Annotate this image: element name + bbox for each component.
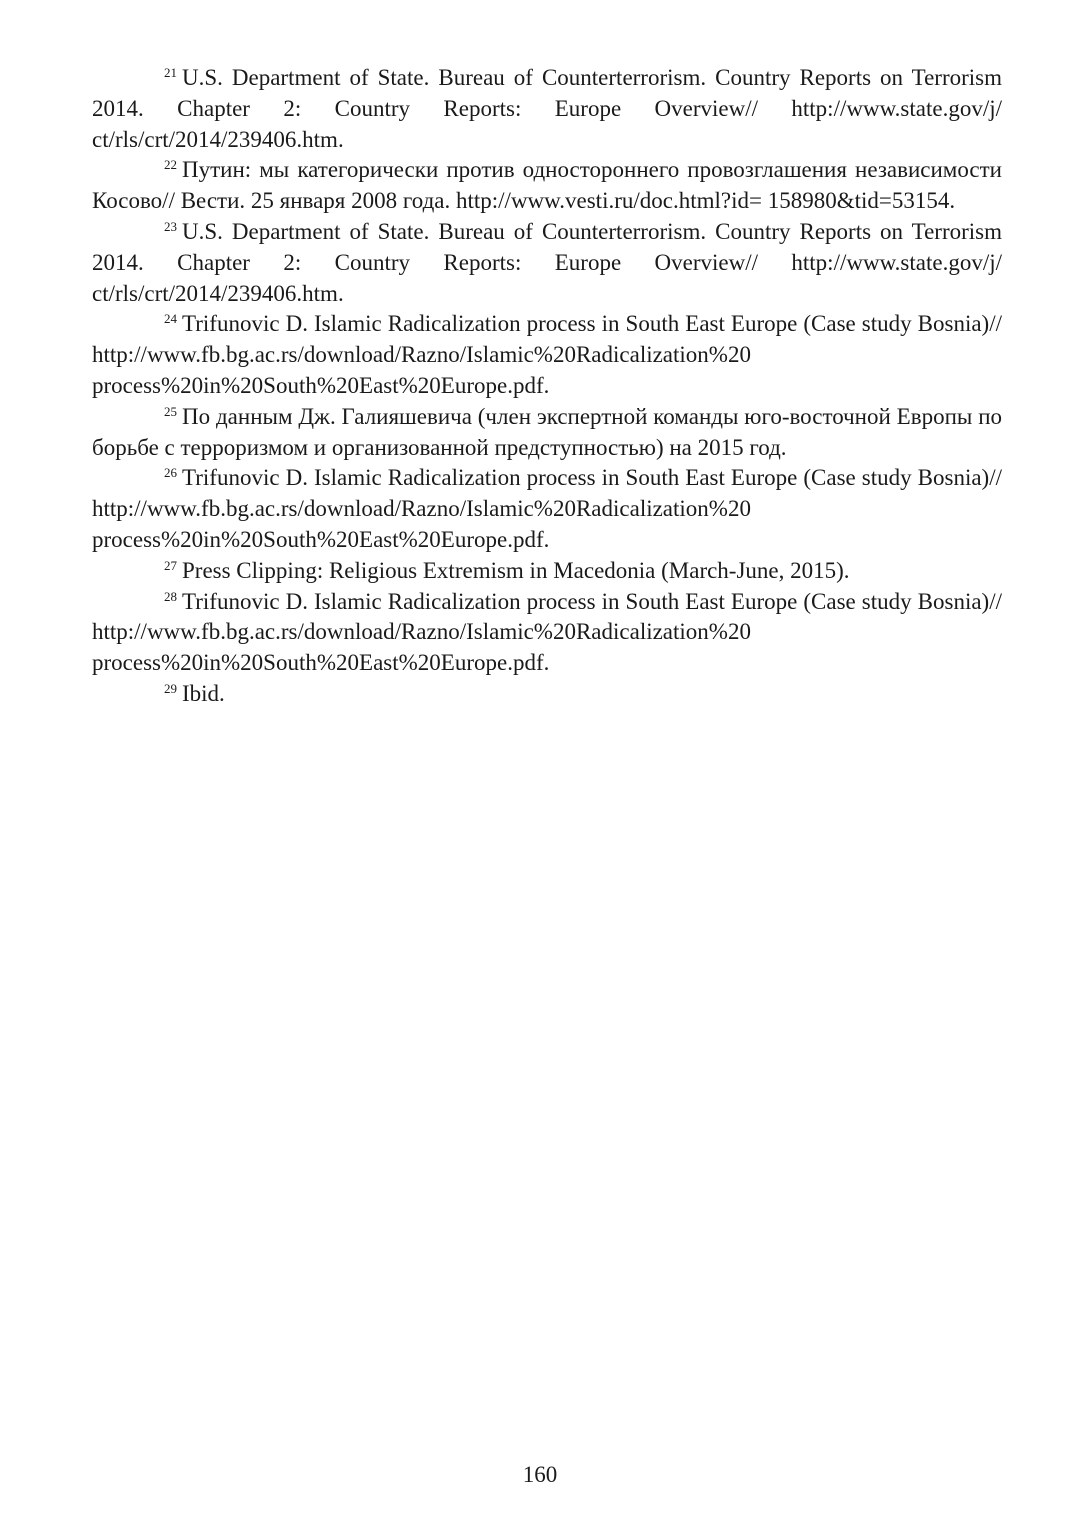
footnote-number: 24 bbox=[164, 311, 177, 327]
footnotes-block bbox=[92, 63, 1002, 710]
footnote-text: Trifunovic D. Islamic Radicalization process in South East Europe (Case study Bosnia)// http://www.fb.bg.ac.rs/download/Razno/Islamic%20Radicalization%20 process%20in%20South%20East%20Europe.pdf. bbox=[92, 588, 1002, 676]
footnote-29 bbox=[92, 679, 1002, 710]
footnote-text: U.S. Department of State. Bureau of Counterterrorism. Country Reports on Terrorism 2014. Chapter 2: Country Reports: Europe Overview// http://www.state.gov/j/ ct/rls/crt/2014/239406.htm. bbox=[92, 218, 1002, 306]
footnote-text: Trifunovic D. Islamic Radicalization process in South East Europe (Case study Bosnia)// http://www.fb.bg.ac.rs/download/Razno/Islamic%20Radicalization%20 process%20in%20South%20East%20Europe.pdf. bbox=[92, 311, 1002, 398]
footnote-number: 21 bbox=[164, 65, 177, 80]
footnote-text: U.S. Department of State. Bureau of Counterterrorism. Country Reports on Terrorism 2014. Chapter 2: Country Reports: Europe Overview// http://www.state.gov/j/ ct/rls/crt/2014/239406.htm. bbox=[92, 65, 1002, 152]
footnote-number: 27 bbox=[164, 557, 177, 573]
footnote-number: 26 bbox=[164, 465, 177, 481]
footnote-26 bbox=[92, 463, 1002, 555]
footnote-number: 25 bbox=[164, 403, 177, 419]
footnote-23 bbox=[92, 217, 1002, 309]
footnote-25 bbox=[92, 402, 1002, 464]
footnote-22 bbox=[92, 155, 1002, 217]
footnote-number: 22 bbox=[164, 157, 177, 173]
footnote-number: 28 bbox=[164, 588, 177, 604]
footnote-21 bbox=[92, 63, 1002, 155]
footnote-text: Press Clipping: Religious Extremism in Macedonia (March-June, 2015). bbox=[182, 557, 850, 583]
footnote-text: Trifunovic D. Islamic Radicalization process in South East Europe (Case study Bosnia)// http://www.fb.bg.ac.rs/download/Razno/Islamic%20Radicalization%20 process%20in%20South%20East%20Europe.pdf. bbox=[92, 465, 1002, 552]
footnote-text: Ibid. bbox=[182, 680, 225, 706]
page-number: 160 bbox=[522, 1462, 558, 1487]
footnote-number: 29 bbox=[164, 680, 177, 696]
footnote-24 bbox=[92, 309, 1002, 401]
footnote-number: 23 bbox=[164, 218, 177, 234]
footnote-27 bbox=[92, 556, 1002, 587]
footnote-text: Путин: мы категорически против одностороннего провозглашения независимости Косово// Вести. 25 января 2008 года. http://www.vesti.ru/doc.html?id= 158980&tid=53154. bbox=[92, 157, 1002, 214]
footnote-28 bbox=[92, 587, 1002, 679]
footnote-text: По данным Дж. Галияшевича (член экспертной команды юго-восточной Европы по борьбе с терроризмом и организованной предступностью) на 2015 год. bbox=[92, 403, 1002, 460]
